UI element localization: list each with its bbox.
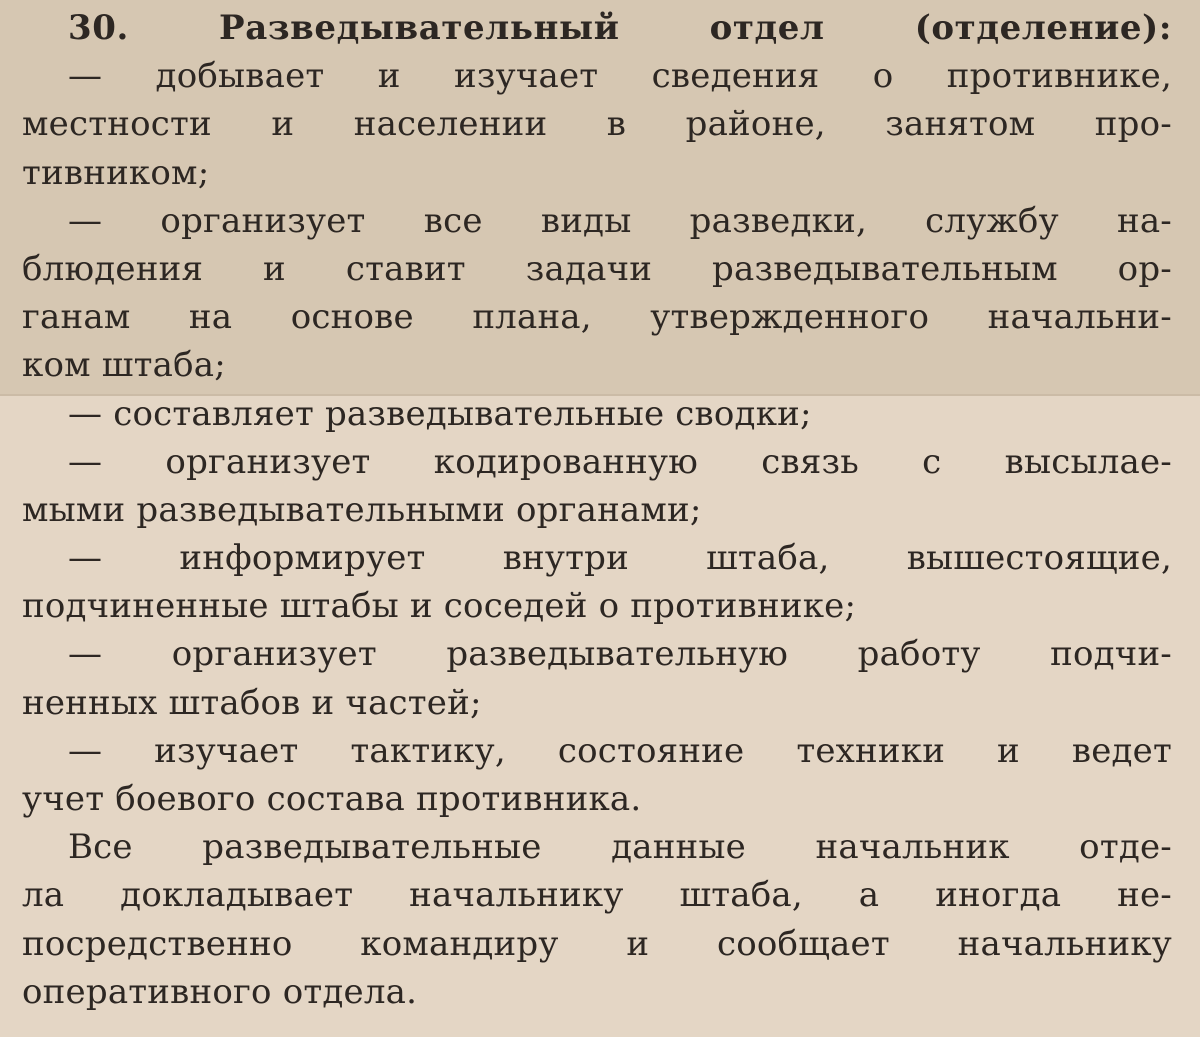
text-line: мыми разведывательными органами;: [22, 489, 702, 530]
text-line: блюдения и ставит задачи разведывательным ор-: [22, 248, 1172, 289]
text-line: ла докладывает начальнику штаба, а иногда не-: [22, 875, 1172, 916]
text-line: ненных штабов и частей;: [22, 682, 482, 723]
text-line: — организует все виды разведки, службу на-: [68, 200, 1172, 241]
document-text: [22, 4, 1172, 1016]
text-line: учет боевого состава противника.: [22, 779, 642, 819]
text-line: — информирует внутри штаба, вышестоящие,: [68, 538, 1172, 579]
text-line: — организует разведывательную работу подчи-: [68, 634, 1172, 675]
text-line: местности и населении в районе, занятом про-: [22, 104, 1172, 145]
text-line: — организует кодированную связь с высылае-: [68, 441, 1172, 482]
text-line: Все разведывательные данные начальник отде-: [68, 827, 1172, 868]
text-line: — составляет разведывательные сводки;: [68, 393, 812, 434]
text-line: — добывает и изучает сведения о противнике,: [68, 56, 1172, 97]
text-line: — изучает тактику, состояние техники и ведет: [68, 730, 1172, 771]
section-body: [22, 52, 1172, 1016]
text-line: ком штаба;: [22, 345, 226, 386]
text-line: оперативного отдела.: [22, 971, 418, 1012]
text-line: посредственно командиру и сообщает начальнику: [22, 923, 1172, 964]
text-line: подчиненные штабы и соседей о противнике;: [22, 586, 857, 627]
text-line: тивником;: [22, 152, 210, 193]
section-heading: 30. Разведывательный отдел (отделение):: [68, 8, 1172, 48]
text-line: ганам на основе плана, утвержденного начальни-: [22, 297, 1172, 338]
